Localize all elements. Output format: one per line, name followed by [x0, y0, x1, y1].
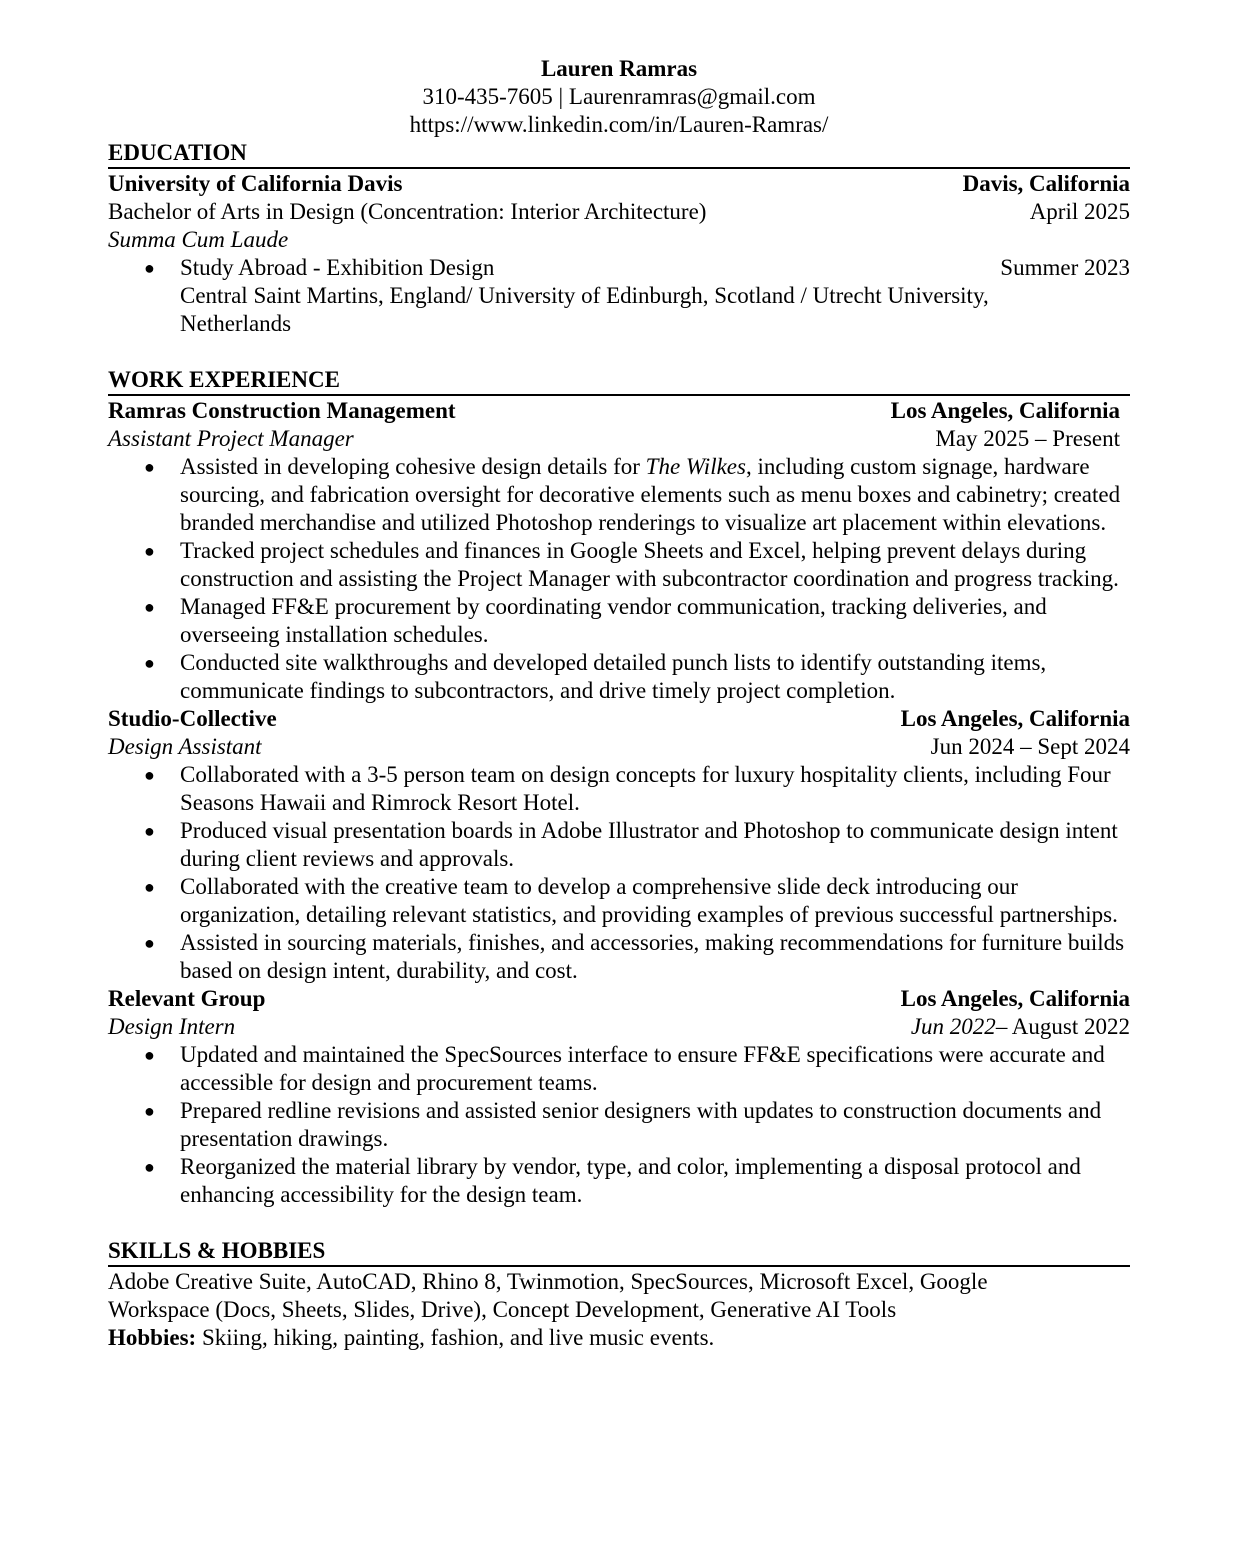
- list-item: ● Assisted in sourcing materials, finishes, and accessories, making recommendations for furniture builds based on design intent, durability, and cost.: [108, 929, 1130, 985]
- job-bullets: [108, 453, 1130, 705]
- hobbies-text: Skiing, hiking, painting, fashion, and live music events.: [196, 1325, 715, 1350]
- job-dates: May 2025 – Present: [935, 426, 1120, 451]
- company-name: Studio-Collective: [108, 706, 277, 731]
- study-abroad-schools: Central Saint Martins, England/ University of Edinburgh, Scotland / Utrecht University,: [180, 283, 989, 308]
- linkedin-url: https://www.linkedin.com/in/Lauren-Ramras/: [409, 112, 829, 137]
- study-abroad-date: Summer 2023: [1000, 255, 1130, 280]
- experience-heading: WORK EXPERIENCE: [108, 366, 1130, 396]
- project-name: The Wilkes: [645, 454, 746, 479]
- job-bullets: [108, 1041, 1130, 1209]
- bullet-text: Assisted in developing cohesive design details for: [180, 454, 646, 479]
- job-location: Los Angeles, California: [900, 986, 1130, 1011]
- list-item: ● Tracked project schedules and finances in Google Sheets and Excel, helping prevent delays during construction and assisting the Project Manager with subcontractor coordination and progress tracking.: [108, 537, 1130, 593]
- list-item: ● Updated and maintained the SpecSources interface to ensure FF&E specifications were accurate and accessible for design and procurement teams.: [108, 1041, 1130, 1097]
- job-role-row: [108, 1013, 1130, 1041]
- study-abroad-schools-cont: Netherlands: [180, 311, 292, 336]
- list-item: ● Produced visual presentation boards in Adobe Illustrator and Photoshop to communicate design intent during client reviews and approvals.: [108, 817, 1130, 873]
- education-heading: EDUCATION: [108, 139, 1130, 169]
- education-degree-row: [108, 198, 1130, 226]
- degree: Bachelor of Arts in Design (Concentration: Interior Architecture): [108, 199, 707, 224]
- education-bullets: [108, 254, 1130, 338]
- degree-date: April 2025: [1029, 199, 1130, 224]
- job-role: Design Intern: [108, 1014, 236, 1039]
- school-location: Davis, California: [962, 171, 1130, 196]
- job-end-date: – August 2022: [995, 1014, 1130, 1039]
- job-location: Los Angeles, California: [890, 398, 1120, 423]
- job-dates: Jun 2024 – Sept 2024: [930, 734, 1130, 759]
- list-item: ● Collaborated with a 3-5 person team on design concepts for luxury hospitality clients, including Four Seasons Hawaii and Rimrock Resort Hotel.: [108, 761, 1130, 817]
- list-item: ● Conducted site walkthroughs and developed detailed punch lists to identify outstanding items, communicate findings to subcontractors, and drive timely project completion.: [108, 649, 1130, 705]
- job-dates: [911, 1013, 1130, 1041]
- job-role: Assistant Project Manager: [108, 426, 354, 451]
- honors: Summa Cum Laude: [108, 227, 289, 252]
- contact-line: 310-435-7605 | Laurenramras@gmail.com: [422, 84, 816, 109]
- school-name: University of California Davis: [108, 171, 403, 196]
- skills-heading: SKILLS & HOBBIES: [108, 1237, 1130, 1267]
- job-role-row: [108, 733, 1130, 761]
- list-item: ● Prepared redline revisions and assisted senior designers with updates to construction documents and presentation drawings.: [108, 1097, 1130, 1153]
- hobbies-line: [108, 1324, 1130, 1352]
- candidate-name: Lauren Ramras: [540, 56, 698, 81]
- skills-list: Adobe Creative Suite, AutoCAD, Rhino 8, Twinmotion, SpecSources, Microsoft Excel, Google Workspace (Docs, Sheets, Slides, Drive), Concept Development, Generative AI Tools: [108, 1269, 988, 1322]
- company-name: Relevant Group: [108, 986, 266, 1011]
- company-name: Ramras Construction Management: [108, 398, 456, 423]
- job-header-row: [108, 985, 1130, 1013]
- list-item: [108, 254, 1130, 338]
- job-header-row: [108, 705, 1130, 733]
- list-item: ● Reorganized the material library by vendor, type, and color, implementing a disposal protocol and enhancing accessibility for the design team.: [108, 1153, 1130, 1209]
- job-location: Los Angeles, California: [900, 706, 1130, 731]
- education-school-row: [108, 170, 1130, 198]
- hobbies-label: Hobbies:: [108, 1325, 197, 1350]
- study-abroad-row: [180, 254, 1130, 282]
- bullet-text: , including custom signage, hardware sourcing, and fabrication oversight for decorative elements such as menu boxes and cabinetry; created branded merchandise and utilized Photoshop renderings to visualize art placement within elevations.: [180, 454, 1121, 535]
- resume-page: [108, 55, 1130, 1352]
- job-role: Design Assistant: [108, 734, 262, 759]
- job-bullets: [108, 761, 1130, 985]
- list-item: ● Managed FF&E procurement by coordinating vendor communication, tracking deliveries, and overseeing installation schedules.: [108, 593, 1130, 649]
- list-item: ● Collaborated with the creative team to develop a comprehensive slide deck introducing our organization, detailing relevant statistics, and providing examples of previous successful partnerships.: [108, 873, 1130, 929]
- job-start-date: Jun 2022: [910, 1014, 996, 1039]
- job-role-row: [108, 425, 1130, 453]
- job-header-row: [108, 397, 1130, 425]
- study-abroad-title: ● Study Abroad - Exhibition Design: [180, 255, 495, 280]
- list-item: [108, 453, 1130, 537]
